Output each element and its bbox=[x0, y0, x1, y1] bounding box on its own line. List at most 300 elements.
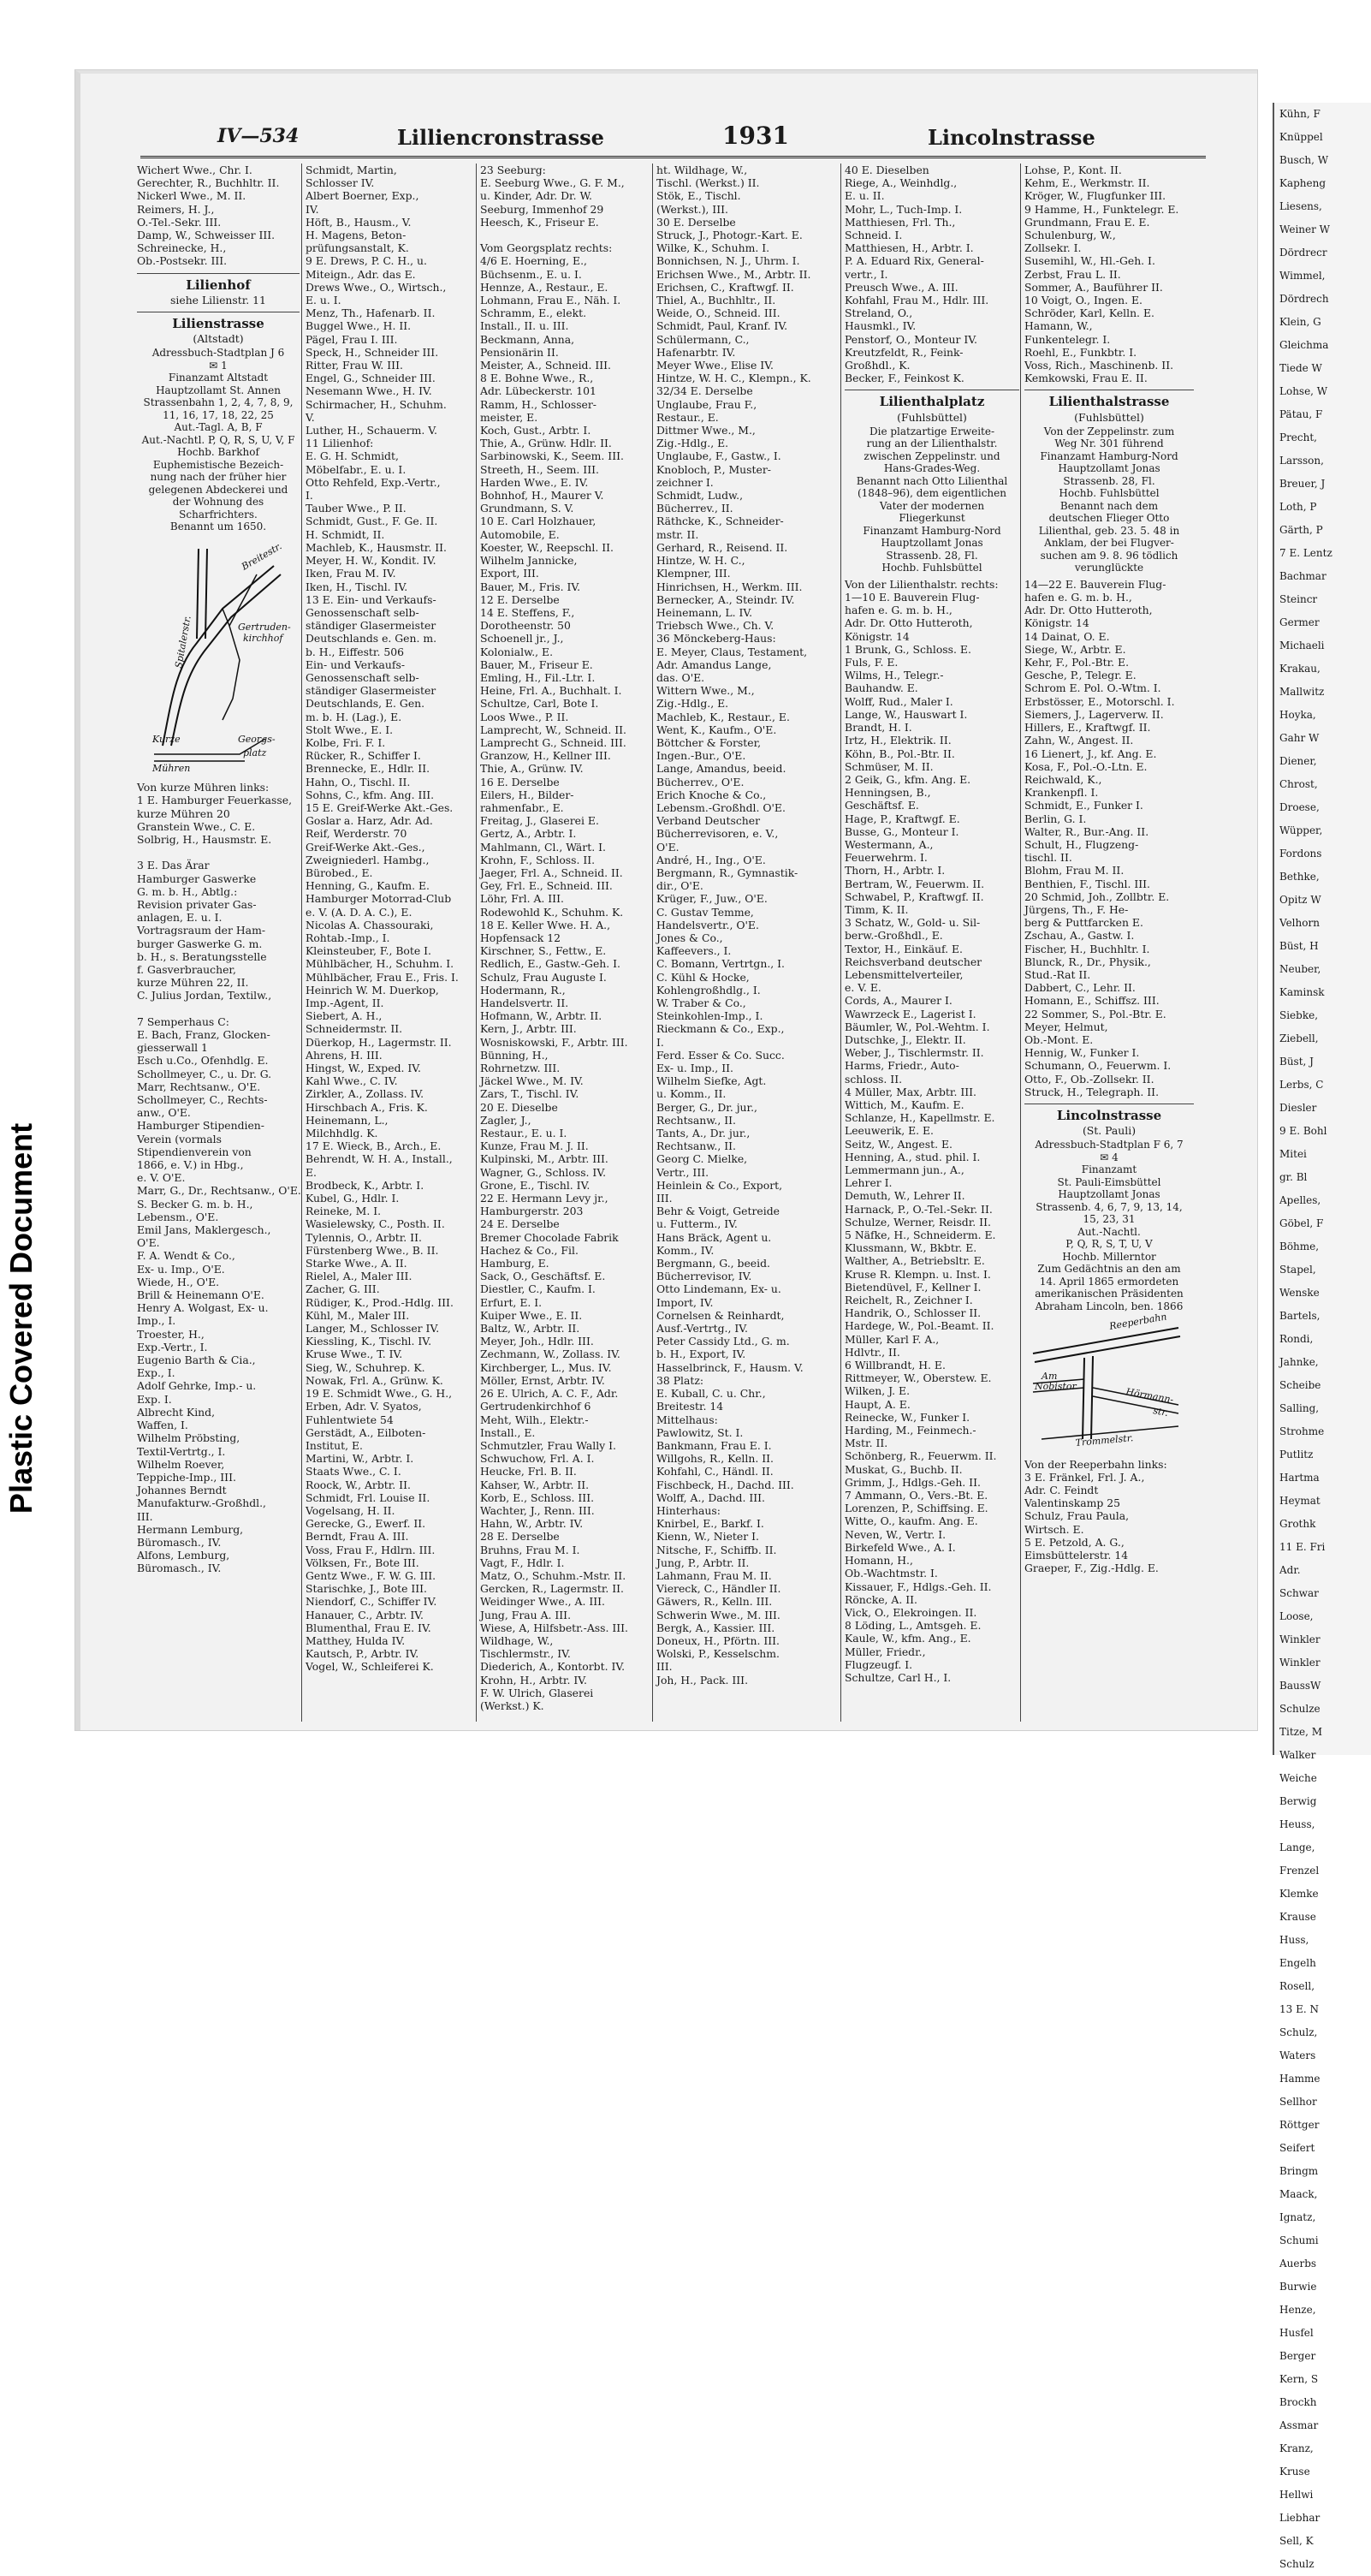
entry-line: dir., O'E. bbox=[656, 879, 703, 893]
entry-line: Hoyka, bbox=[1279, 709, 1316, 721]
entry-line: Kern, S bbox=[1279, 2373, 1319, 2385]
entry-line: giesserwall 1 bbox=[137, 1041, 208, 1055]
entry-line: H. Schmidt, II. bbox=[306, 527, 385, 541]
entry-line: Penstorf, O., Monteur IV. bbox=[845, 332, 977, 346]
entry-line: Matthey, Hulda IV. bbox=[306, 1633, 406, 1647]
column-4 bbox=[652, 164, 843, 1722]
entry-line: Schülermann, C., bbox=[656, 332, 750, 346]
entry-line: Manufakturw.-Großhdl., bbox=[137, 1496, 266, 1510]
entry-line: Lehrer I. bbox=[845, 1176, 893, 1190]
entry-line: Pätau, F bbox=[1279, 408, 1323, 420]
entry-line: Rechtsanw., II. bbox=[656, 1113, 736, 1127]
entry-line: Schönberg, R., Feuerwm. II. bbox=[845, 1449, 997, 1463]
entry-line: Reimers, H. J., bbox=[137, 202, 215, 216]
entry-line: (Werkst.), III. bbox=[656, 202, 728, 216]
entry-line: u. Futterm., IV. bbox=[656, 1217, 738, 1231]
entry-line: Automobile, E. bbox=[480, 527, 560, 541]
entry-line: Mühlbächer, Frau E., Fris. I. bbox=[306, 970, 459, 984]
entry-line: Breuer, J bbox=[1279, 478, 1326, 490]
entry-line: Klein, G bbox=[1279, 316, 1321, 328]
entry-line: C. Kühl & Hocke, bbox=[656, 970, 750, 984]
entry-line: Kühl, M., Maler III. bbox=[306, 1308, 410, 1322]
entry-line: Siemers, J., Lagerverw. II. bbox=[1024, 707, 1164, 721]
entry-line: Wilhelm Pröbsting, bbox=[137, 1431, 240, 1445]
entry-line: Hintze, W. H. C., bbox=[656, 554, 745, 568]
entry-line: prüfungsanstalt, K. bbox=[306, 241, 409, 255]
entry-line: Tylennis, O., Arbtr. II. bbox=[306, 1230, 422, 1244]
map-label: Georgs- bbox=[238, 733, 276, 745]
entry-line: IV. bbox=[306, 202, 319, 216]
entry-line: Rosell, bbox=[1279, 1980, 1315, 1992]
entry-line: berw.-Großhdl., E. bbox=[845, 929, 943, 943]
col4-entries bbox=[656, 164, 840, 1687]
entry-line: Preusch Wwe., A. III. bbox=[845, 280, 959, 294]
entry-line: Lahmann, Frau M. II. bbox=[656, 1568, 772, 1582]
entry-line: Berndt, Frau A. III. bbox=[306, 1530, 409, 1544]
entry-line: Rücker, R., Schiffer I. bbox=[306, 749, 421, 763]
entry-line: C. Gustav Temme, bbox=[656, 905, 754, 919]
entry-line: Fischer, H., Buchhltr. I. bbox=[1024, 942, 1150, 955]
entry-line: Blohm, Frau M. II. bbox=[1024, 864, 1125, 878]
entry-line: Vertr., III. bbox=[656, 1165, 709, 1179]
entry-line: Apelles, bbox=[1279, 1194, 1321, 1206]
entry-line: Henze, bbox=[1279, 2304, 1316, 2316]
entry-line: Kautsch, P., Arbtr. IV. bbox=[306, 1647, 419, 1661]
entry-line: O.-Tel.-Sekr. III. bbox=[137, 215, 222, 229]
entry-line: Koester, W., Reepschl. II. bbox=[480, 540, 614, 554]
entry-line: Schmidt, Frl. Louise II. bbox=[306, 1490, 430, 1504]
entry-line: 30 E. Derselbe bbox=[656, 215, 736, 229]
entry-line: 38 Platz: bbox=[656, 1373, 704, 1387]
entry-line: Kahser, W., Arbtr. II. bbox=[480, 1478, 590, 1491]
entry-line: Jung, P., Arbtr. II. bbox=[656, 1556, 750, 1569]
entry-line: Heinlein & Co., Export, bbox=[656, 1178, 783, 1192]
entry-line: Büromasch., IV. bbox=[137, 1562, 222, 1575]
entry-line: Rüdiger, K., Prod.-Hdlg. III. bbox=[306, 1295, 454, 1309]
entry-line: burger Gaswerke G. m. bbox=[137, 937, 263, 950]
entry-line: Lamprecht, W., Schneid. II. bbox=[480, 723, 626, 736]
entry-line: Busse, G., Monteur I. bbox=[845, 824, 959, 838]
entry-line: (Werkst.) K. bbox=[480, 1698, 544, 1712]
entry-line: Bringm bbox=[1279, 2165, 1319, 2177]
entry-line: Pensionärin II. bbox=[480, 345, 559, 359]
entry-line: Anklam, der bei Flugver- bbox=[1044, 537, 1174, 550]
col6-bottom bbox=[1024, 1458, 1194, 1575]
entry-line: Die platzartige Erweite- bbox=[869, 425, 995, 437]
entry-line: Kleinsteuber, F., Bote I. bbox=[306, 944, 431, 958]
entry-line: Weide, O., Schneid. III. bbox=[656, 306, 780, 320]
entry-line: Siebke, bbox=[1279, 1009, 1319, 1021]
entry-line: Zollsekr. I. bbox=[1024, 241, 1082, 255]
entry-line: Harms, Friedr., Auto- bbox=[845, 1059, 959, 1073]
entry-line: e. V. (A. D. A. C.), E. bbox=[306, 905, 412, 919]
entry-line: Handelsvertr., O'E. bbox=[656, 918, 759, 931]
entry-line: 14. April 1865 ermordeten bbox=[1039, 1275, 1179, 1288]
entry-line: Heucke, Frl. B. II. bbox=[480, 1465, 577, 1478]
entry-line: Böttcher & Forster, bbox=[656, 735, 762, 749]
entry-line: Finanzamt Hamburg-Nord bbox=[1040, 449, 1178, 462]
entry-line: Gercken, R., Lagermstr. II. bbox=[480, 1582, 624, 1596]
entry-line: Abraham Lincoln, ben. 1866 bbox=[1035, 1300, 1184, 1312]
entry-line: Zars, T., Tischl. IV. bbox=[480, 1087, 579, 1101]
entry-line: Sarbinowski, K., Seem. III. bbox=[480, 449, 624, 463]
entry-line: Wiede, H., O'E. bbox=[137, 1275, 220, 1288]
entry-line: Strassenb. 28, Fl. bbox=[1063, 474, 1155, 487]
entry-line: Hanauer, C., Arbtr. IV. bbox=[306, 1608, 424, 1621]
entry-line: Hdlvtr., II. bbox=[845, 1345, 900, 1359]
entry-line: Heymat bbox=[1279, 1495, 1321, 1507]
entry-line: Vom Georgsplatz rechts: bbox=[480, 241, 613, 255]
entry-line: Sellhor bbox=[1279, 2096, 1317, 2108]
entry-line: Völksen, Fr., Bote III. bbox=[306, 1556, 419, 1569]
entry-line: Bethke, bbox=[1279, 871, 1320, 883]
entry-line: Albert Boerner, Exp., bbox=[306, 189, 419, 203]
entry-line: Schmidt, E., Funker I. bbox=[1024, 799, 1143, 812]
entry-line: Königstr. 14 bbox=[1024, 616, 1089, 630]
lilienstrasse-title: Lilienstrasse bbox=[172, 316, 264, 332]
entry-line: Putlitz bbox=[1279, 1449, 1314, 1461]
entry-line bbox=[480, 229, 651, 241]
entry-line: Mühlbächer, H., Schuhm. I. bbox=[306, 957, 454, 971]
entry-line: meister, E. bbox=[480, 410, 538, 424]
adjacent-page-edge bbox=[1273, 103, 1371, 2570]
entry-line: Kaule, W., kfm. Ang., E. bbox=[845, 1632, 971, 1645]
entry-line: Went, K., Kaufm., O'E. bbox=[656, 723, 777, 736]
entry-line: Thie, A., Grünw. Hdlr. II. bbox=[480, 437, 612, 450]
entry-line: Hans Bräck, Agent u. bbox=[656, 1230, 772, 1244]
entry-line: Albrecht Kind, bbox=[137, 1405, 216, 1419]
map-label: kirchhof bbox=[243, 632, 283, 644]
entry-line: ht. Wildhage, W., bbox=[656, 164, 748, 176]
entry-line: f. Gasverbraucher, bbox=[137, 962, 236, 976]
entry-line: Becker, F., Feinkost K. bbox=[845, 372, 964, 385]
entry-line: Knüppel bbox=[1279, 131, 1323, 143]
entry-line: Voss, Frau F., Hdlrn. III. bbox=[306, 1543, 436, 1556]
entry-line: Kreutzfeldt, R., Feink- bbox=[845, 345, 964, 359]
entry-line: Solbrig, H., Hausmstr. E. bbox=[137, 832, 272, 846]
entry-line: Granzow, H., Kellner III. bbox=[480, 749, 611, 763]
entry-line: 36 Mönckeberg-Haus: bbox=[656, 632, 776, 645]
entry-line: Hingst, W., Exped. IV. bbox=[306, 1062, 421, 1075]
entry-line: berg & Puttfarcken E. bbox=[1024, 916, 1143, 930]
entry-line: Zahn, W., Angest. II. bbox=[1024, 734, 1134, 747]
entry-line: Waffen, I. bbox=[137, 1419, 188, 1432]
entry-line: Bauhandw. E. bbox=[845, 681, 918, 695]
entry-line: Zacher, G. III. bbox=[306, 1282, 380, 1296]
entry-line: Viereck, C., Händler II. bbox=[656, 1582, 781, 1596]
entry-line: Ahrens, H. III. bbox=[306, 1048, 383, 1062]
entry-line: F. W. Ulrich, Glaserei bbox=[480, 1686, 594, 1699]
map-label: Kurze bbox=[152, 733, 181, 745]
entry-line: Harding, M., Feinmech.- bbox=[845, 1424, 976, 1437]
entry-line: b. H., Eiffestr. 506 bbox=[306, 645, 404, 658]
entry-line: Harden Wwe., E. IV. bbox=[480, 475, 589, 489]
entry-line: Drews Wwe., O., Wirtsch., bbox=[306, 280, 447, 294]
entry-line: 18 E. Keller Wwe. H. A., bbox=[480, 918, 611, 931]
entry-line: Schmüser, M. II. bbox=[845, 759, 934, 773]
entry-line: Koch, Gust., Arbtr. I. bbox=[480, 424, 591, 437]
entry-line: Knobloch, P., Muster- bbox=[656, 462, 771, 476]
entry-line: Henry A. Wolgast, Ex- u. bbox=[137, 1301, 269, 1315]
header-street-left: Lilliencronstrasse bbox=[397, 125, 604, 150]
entry-line: Bücherrev., II. bbox=[656, 502, 733, 515]
entry-line: Schreinecke, H., bbox=[137, 241, 227, 255]
entry-line: Hamburg, E. bbox=[480, 1257, 549, 1270]
entry-line: Mstr. II. bbox=[845, 1437, 888, 1450]
entry-line: 8 E. Bohne Wwe., R., bbox=[480, 372, 594, 385]
entry-line: Breitestr. 14 bbox=[656, 1400, 724, 1413]
entry-line: Loose, bbox=[1279, 1610, 1314, 1622]
entry-line: hafen e. G. m. b. H., bbox=[845, 604, 953, 617]
entry-line: Erichsen Wwe., M., Arbtr. II. bbox=[656, 267, 811, 281]
entry-line: Hirschbach A., Fris. K. bbox=[306, 1100, 428, 1114]
entry-line: Bergmann, R., Gymnastik- bbox=[656, 866, 798, 879]
entry-line: Ziebell, bbox=[1279, 1032, 1319, 1044]
entry-line: St. Pauli-Eimsbüttel bbox=[1057, 1175, 1161, 1188]
entry-line: 6 Willbrandt, H. E. bbox=[845, 1359, 946, 1372]
entry-line: Scharfrichters. bbox=[179, 508, 258, 521]
entry-line: Hans-Grades-Weg. bbox=[883, 462, 981, 475]
entry-line: Lebensm., O'E. bbox=[137, 1210, 219, 1223]
entry-line: Joh, H., Pack. III. bbox=[656, 1673, 749, 1687]
entry-line: Dittmer Wwe., M., bbox=[656, 424, 756, 437]
entry-line: Weidinger Wwe., A. III. bbox=[480, 1595, 605, 1609]
entry-line: Kohlengroßhdlg., I. bbox=[656, 983, 761, 996]
map-label: Spitalerstr. bbox=[173, 615, 193, 669]
entry-line: Freitag, J., Glaserei E. bbox=[480, 814, 599, 828]
entry-line: Otto, F., Ob.-Zollsekr. II. bbox=[1024, 1072, 1154, 1086]
entry-line: Bürobed., E. bbox=[306, 866, 373, 879]
entry-line: Schirmacher, H., Schuhm. bbox=[306, 397, 447, 411]
entry-line: Liesens, bbox=[1279, 200, 1322, 212]
entry-line: Funkentelegr. I. bbox=[1024, 332, 1111, 346]
lincolnstrasse-info bbox=[1024, 1139, 1194, 1312]
entry-line: Husfel bbox=[1279, 2327, 1314, 2339]
entry-line: Eilers, H., Bilder- bbox=[480, 788, 574, 801]
entry-line: Schumi bbox=[1279, 2234, 1319, 2246]
entry-line: Hinterhaus: bbox=[656, 1503, 721, 1517]
entry-line: Tauber Wwe., P. II. bbox=[306, 502, 407, 515]
entry-line: Schulz, Frau Auguste I. bbox=[480, 970, 607, 984]
entry-line: Wolski, P., Kesselschm. bbox=[656, 1647, 780, 1661]
entry-line: Streeth, H., Seem. III. bbox=[480, 462, 599, 476]
entry-line: Granstein Wwe., C. E. bbox=[137, 819, 256, 833]
entry-line: gelegenen Abdeckerei und bbox=[148, 483, 288, 496]
entry-line: Institut, E. bbox=[306, 1438, 363, 1452]
entry-line: e. V. O'E. bbox=[137, 1171, 186, 1185]
entry-line: Pägel, Frau I. III. bbox=[306, 332, 398, 346]
entry-line: Mittelhaus: bbox=[656, 1413, 718, 1426]
entry-line: Schultze, Carl, Bote I. bbox=[480, 697, 599, 711]
entry-line: Wilhelm Siefke, Agt. bbox=[656, 1074, 767, 1088]
entry-line: kurze Mühren 22, II. bbox=[137, 976, 249, 990]
entry-line: Leeuwerik, E. E. bbox=[845, 1124, 934, 1138]
entry-line: Deutschlands, E. Gen. bbox=[306, 697, 425, 711]
entry-line: das. O'E. bbox=[656, 670, 705, 684]
entry-line: 4 Müller, Max, Arbtr. III. bbox=[845, 1085, 976, 1098]
entry-line: Staats Wwe., C. I. bbox=[306, 1465, 401, 1478]
entry-line: Rittmeyer, W., Oberstew. E. bbox=[845, 1371, 992, 1385]
entry-line: Schröder, Karl, Kelln. E. bbox=[1024, 306, 1154, 320]
entry-line: Krüger, F., Juw., O'E. bbox=[656, 892, 768, 906]
entry-line: E. Seeburg Wwe., G. F. M., bbox=[480, 176, 625, 190]
entry-line: m. b. H. (Lag.), E. bbox=[306, 710, 402, 723]
entry-line: Heine, Frl. A., Buchhalt. I. bbox=[480, 684, 622, 698]
entry-line: Schult, H., Flugzeng- bbox=[1024, 837, 1139, 851]
entry-line: Lohse, P., Kont. II. bbox=[1024, 164, 1122, 176]
entry-line: Menz, Th., Hafenarb. II. bbox=[306, 306, 436, 320]
entry-line: H. Magens, Beton- bbox=[306, 229, 407, 242]
lilienhof-sub: siehe Lilienstr. 11 bbox=[170, 293, 266, 306]
entry-line: Hamann, W., bbox=[1024, 319, 1093, 333]
entry-line: Wittern Wwe., M., bbox=[656, 684, 755, 698]
entry-line: Walker bbox=[1279, 1749, 1316, 1761]
entry-line: Schulze bbox=[1279, 1703, 1321, 1715]
entry-line: Vogel, W., Schleiferei K. bbox=[306, 1660, 434, 1674]
entry-line: 3 Schatz, W., Gold- u. Sil- bbox=[845, 916, 981, 930]
entry-line: Strassenbahn 1, 2, 4, 7, 8, 9, bbox=[143, 396, 294, 409]
entry-line: Kohfahl, C., Händl. II. bbox=[656, 1465, 774, 1478]
entry-line: Speck, H., Schneider III. bbox=[306, 345, 439, 359]
entry-line: Beckmann, Anna, bbox=[480, 332, 575, 346]
entry-line: Fischbeck, H., Dachd. III. bbox=[656, 1478, 794, 1491]
entry-line: Weiche bbox=[1279, 1772, 1317, 1784]
entry-line: 14 Dainat, O. E. bbox=[1024, 629, 1110, 643]
entry-line: Triebsch Wwe., Ch. V. bbox=[656, 619, 775, 633]
entry-line: Busch, W bbox=[1279, 154, 1329, 166]
entry-line: Pawlowitz, St. I. bbox=[656, 1425, 744, 1439]
entry-line: Kirchberger, L., Mus. IV. bbox=[480, 1360, 612, 1374]
entry-line: 23 Seeburg: bbox=[480, 164, 546, 176]
entry-line: Schoenell jr., J., bbox=[480, 632, 564, 645]
col2-entries bbox=[306, 164, 475, 1674]
entry-line: Niendorf, C., Schiffer IV. bbox=[306, 1595, 437, 1609]
entry-line: anlagen, E. u. I. bbox=[137, 911, 223, 925]
entry-line: Siebert, A. H., bbox=[306, 1009, 383, 1023]
entry-line: Otto Rehfeld, Exp.-Vertr., bbox=[306, 475, 441, 489]
entry-line: Aut.-Tagl. A, B, F bbox=[174, 421, 263, 434]
entry-line: Gertz, A., Arbtr. I. bbox=[480, 827, 577, 841]
entry-line: Schramm, E., elekt. bbox=[480, 306, 587, 320]
entry-line: Lange, bbox=[1279, 1841, 1315, 1853]
entry-line: Fliegerkunst bbox=[899, 512, 965, 525]
map-label: Trommelstr. bbox=[1075, 1432, 1134, 1449]
entry-line: Erichsen, C., Kraftwgf. II. bbox=[656, 280, 794, 294]
entry-line: Ex- u. Imp., O'E. bbox=[137, 1262, 225, 1276]
lilienthalplatz-sub: (Fuhlsbüttel) bbox=[897, 410, 967, 424]
entry-line: Büromasch., IV. bbox=[137, 1535, 222, 1549]
entry-line: Fürstenberg Wwe., B. II. bbox=[306, 1243, 439, 1257]
entry-line: III. bbox=[656, 1660, 673, 1674]
entry-line: Rondi, bbox=[1279, 1333, 1314, 1345]
entry-line: Marr, G., Dr., Rechtsanw., O'E. bbox=[137, 1184, 301, 1198]
entry-line: Lorenzen, P., Schiffsing. E. bbox=[845, 1502, 988, 1515]
entry-line: Precht, bbox=[1279, 431, 1317, 443]
entry-line: Schumann, O., Feuerwm. I. bbox=[1024, 1059, 1172, 1073]
entry-line: Huss, bbox=[1279, 1934, 1309, 1946]
col6-entries bbox=[1024, 578, 1194, 1098]
entry-line: Buggel Wwe., H. II. bbox=[306, 319, 412, 333]
entry-line: Seitz, W., Angest. E. bbox=[845, 1137, 953, 1151]
entry-line: Bietendüvel, F., Kellner I. bbox=[845, 1280, 982, 1294]
entry-line: Reichwald, K., bbox=[1024, 772, 1102, 786]
entry-line: Langer, M., Schlosser IV. bbox=[306, 1322, 440, 1336]
entry-line: Feuerwehrm. I. bbox=[845, 851, 928, 865]
entry-line: Göbel, F bbox=[1279, 1217, 1324, 1229]
entry-line: Homann, H., bbox=[845, 1554, 913, 1568]
entry-line: Mahlmann, Cl., Wärt. I. bbox=[480, 840, 606, 854]
entry-line: 9 Hamme, H., Funktelegr. E. bbox=[1024, 202, 1179, 216]
entry-line: Kruse Wwe., T. IV. bbox=[306, 1347, 403, 1361]
entry-line: Wichert Wwe., Chr. I. bbox=[137, 164, 252, 176]
map-label: Nobistor bbox=[1035, 1381, 1077, 1393]
map-label: platz bbox=[243, 747, 267, 759]
entry-line: Ausf.-Vertrtg., IV. bbox=[656, 1322, 748, 1336]
entry-line: Reichsverband deutscher bbox=[845, 955, 982, 968]
entry-line: Zagler, J., bbox=[480, 1113, 531, 1127]
entry-line: Kehr, F., Pol.-Btr. E. bbox=[1024, 656, 1130, 669]
entry-line: Meyer Wwe., Elise IV. bbox=[656, 359, 774, 372]
entry-line: Brennecke, E., Hdlr. II. bbox=[306, 762, 430, 776]
entry-line: Wilhelm Roever, bbox=[137, 1457, 225, 1471]
entry-line: Bertram, W., Feuerwm. II. bbox=[845, 877, 985, 890]
col5-entries bbox=[845, 578, 1019, 1684]
entry-line: Hafenarbtr. IV. bbox=[656, 345, 736, 359]
entry-line: Graeper, F., Zig.-Hdlg. E. bbox=[1024, 1562, 1159, 1575]
map-label: Mühren bbox=[152, 762, 191, 774]
entry-line: Schneidermstr. II. bbox=[306, 1022, 403, 1036]
entry-line: 14—22 E. Bauverein Flug- bbox=[1024, 577, 1166, 591]
entry-line: Tischlermstr., IV. bbox=[480, 1647, 571, 1661]
entry-line: Brandt, H. I. bbox=[845, 721, 912, 735]
entry-line: Schulz, Frau Paula, bbox=[1024, 1509, 1130, 1523]
entry-line: Dorotheenstr. 50 bbox=[480, 619, 571, 633]
entry-line: Mallwitz bbox=[1279, 686, 1325, 698]
entry-line: Ob.-Mont. E. bbox=[1024, 1032, 1094, 1046]
entry-line: C. Julius Jordan, Textilw., bbox=[137, 989, 272, 1002]
entry-line: Schulze, Werner, Reisdr. II. bbox=[845, 1215, 991, 1229]
side-label: Plastic Covered Document bbox=[3, 1122, 39, 1514]
entry-line: Sommer, A., Bauführer II. bbox=[1024, 280, 1163, 294]
divider bbox=[137, 273, 300, 274]
lilienthalstrasse-title: Lilienthalstrasse bbox=[1048, 394, 1170, 410]
entry-line: Jürgens, Th., F. He- bbox=[1024, 902, 1129, 916]
entry-line: Lange, Amandus, beeid. bbox=[656, 762, 786, 776]
entry-line: Bankmann, Frau E. I. bbox=[656, 1438, 772, 1452]
entry-line: Benannt um 1650. bbox=[169, 521, 267, 533]
column-1 bbox=[134, 164, 303, 1722]
entry-line: Waters bbox=[1279, 2049, 1316, 2061]
entry-line: Müller, Karl F. A., bbox=[845, 1332, 940, 1346]
map-label: Am bbox=[1042, 1371, 1058, 1383]
entry-line: Bäumler, W., Pol.-Wehtm. I. bbox=[845, 1020, 990, 1033]
map-label: Breitestr. bbox=[240, 540, 284, 573]
entry-line: Stud.-Rat II. bbox=[1024, 967, 1091, 981]
entry-line: rung an der Lilienthalstr. bbox=[866, 437, 998, 450]
entry-line: nung nach der früher hier bbox=[150, 471, 287, 484]
entry-line: E. Bach, Franz, Glocken- bbox=[137, 1028, 270, 1041]
column-3 bbox=[476, 164, 655, 1722]
entry-line: Schwerin Wwe., M. III. bbox=[656, 1608, 780, 1621]
entry-line: Wüpper, bbox=[1279, 824, 1323, 836]
entry-line: Köhn, B., Pol.-Btr. II. bbox=[845, 747, 955, 760]
entry-line: Euphemistische Bezeich- bbox=[152, 458, 284, 471]
entry-line: Adressbuch-Stadtplan F 6, 7 bbox=[1035, 1139, 1184, 1151]
entry-line: Strassenb. 28, Fl. bbox=[886, 549, 978, 562]
entry-line: verunglückte bbox=[1074, 562, 1144, 574]
entry-line: 11 E. Fri bbox=[1279, 1541, 1326, 1553]
entry-line: Rodewohld K., Schuhm. K. bbox=[480, 905, 624, 919]
